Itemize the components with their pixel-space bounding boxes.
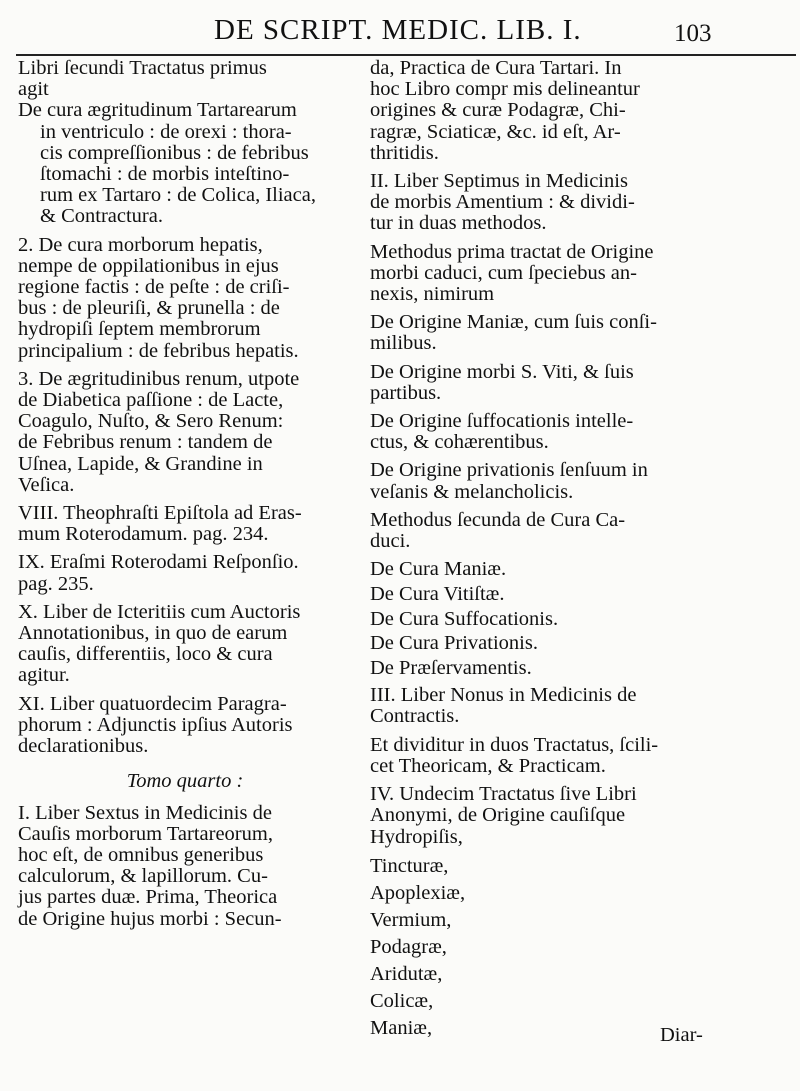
text-line: phorum : Adjunctis ipſius Autoris [18, 713, 293, 736]
list-item: De Cura Vitiſtæ. [370, 582, 505, 605]
list-item: De Præſervamentis. [370, 657, 532, 680]
text-line: De Origine Maniæ, cum ſuis conſi- [370, 311, 657, 334]
text-line: Annotationibus, in quo de earum [18, 622, 288, 645]
header-rule [16, 54, 796, 56]
text-line: pag. 235. [18, 572, 94, 595]
text-line: Uſnea, Lapide, & Grandine in [18, 452, 263, 475]
text-line: I. Liber Sextus in Medicinis de [18, 801, 272, 824]
entry-methodus-secunda [370, 510, 718, 552]
text-line: VIII. Theophraſti Epiſtola ad Eras- [18, 502, 302, 525]
text-line: X. Liber de Icteritiis cum Auctoris [18, 600, 301, 623]
text-line: de morbis Amentium : & dividi- [370, 191, 635, 214]
text-line: cis compreſſionibus : de febribus [40, 141, 309, 164]
entry-2 [18, 235, 352, 362]
text-line: III. Liber Nonus in Medicinis de [370, 684, 637, 707]
entry-3 [18, 369, 352, 496]
text-line: principalium : de febribus hepatis. [18, 339, 299, 362]
text-line: da, Practica de Cura Tartari. In [370, 57, 622, 79]
text-line: II. Liber Septimus in Medicinis [370, 170, 628, 193]
text-line: partibus. [370, 381, 442, 404]
text-line: Contractis. [370, 705, 460, 728]
text-line: morbi caduci, cum ſpeciebus an- [370, 261, 637, 284]
text-line: De cura ægritudinum Tartarearum [18, 99, 297, 122]
text-line: calculorum, & lapillorum. Cu- [18, 865, 268, 888]
text-line: nempe de oppilationibus in ejus [18, 254, 279, 277]
text-line: in ventriculo : de orexi : thora- [40, 120, 292, 143]
text-line: de Origine hujus morbi : Secun- [18, 907, 282, 930]
text-line: Coagulo, Nuſto, & Sero Renum: [18, 410, 284, 433]
text-line: ctus, & cohærentibus. [370, 431, 549, 454]
entry-i [18, 803, 352, 930]
entry-libri-secundi [18, 58, 352, 228]
text-line: Methodus ſecunda de Cura Ca- [370, 508, 626, 531]
entry-dividitur [370, 735, 718, 777]
entry-iv [370, 784, 718, 848]
text-line: regione factis : de peſte : de criſi- [18, 276, 290, 299]
text-line: thritidis. [370, 141, 439, 164]
text-line: Veſica. [18, 473, 75, 496]
text-line: bus : de pleuriſi, & prunella : de [18, 297, 280, 320]
list-item: Vermium, [370, 908, 452, 931]
text-line: Hydropiſis, [370, 825, 463, 848]
text-line: cet Theoricam, & Practicam. [370, 754, 606, 777]
entry-xi [18, 694, 352, 758]
text-line: hydropiſi ſeptem membrorum [18, 318, 261, 341]
text-line: De Origine morbi S. Viti, & ſuis [370, 360, 634, 383]
list-item: Apoplexiæ, [370, 881, 466, 904]
entry-ix [18, 552, 352, 594]
list-item: Tincturæ, [370, 854, 449, 877]
text-line: hoc Libro compr mis delineantur [370, 78, 640, 101]
text-line: jus partes duæ. Prima, Theorica [18, 886, 278, 909]
text-line: declarationibus. [18, 735, 149, 758]
entry-origine-privationis [370, 460, 718, 502]
text-line: nexis, nimirum [370, 283, 495, 306]
text-line: & Contractura. [40, 205, 163, 228]
text-line: IV. Undecim Tractatus ſive Libri [370, 783, 637, 806]
text-line: 2. De cura morborum hepatis, [18, 233, 263, 256]
list-item: De Cura Privationis. [370, 632, 538, 655]
right-column [370, 58, 718, 1044]
text-line: Methodus prima tractat de Origine [370, 240, 654, 263]
text-line: milibus. [370, 332, 437, 355]
text-line: IX. Eraſmi Roterodami Reſponſio. [18, 551, 299, 574]
text-line: veſanis & melancholicis. [370, 480, 574, 503]
page-header [0, 14, 800, 54]
entry-x [18, 602, 352, 687]
text-line: duci. [370, 530, 411, 553]
text-line: origines & curæ Podagræ, Chi- [370, 99, 626, 122]
text-line: Libri ſecundi Tractatus primus [18, 57, 267, 79]
entry-origine-viti [370, 362, 718, 404]
running-head: DE SCRIPT. MEDIC. LIB. I. [214, 14, 582, 46]
text-line: 3. De ægritudinibus renum, utpote [18, 367, 300, 390]
list-item: De Cura Suffocationis. [370, 607, 559, 630]
text-line: cauſis, differentiis, loco & cura [18, 643, 273, 666]
entry-viii [18, 503, 352, 545]
text-line: ſtomachi : de morbis inteſtino- [40, 163, 290, 186]
catchword: Diar- [660, 1024, 703, 1046]
text-line: Anonymi, de Origine cauſiſque [370, 804, 626, 827]
text-line: agit [18, 78, 49, 101]
text-line: tur in duas methodos. [370, 212, 547, 235]
entry-origine-suffocationis [370, 411, 718, 453]
list-item: Colicæ, [370, 989, 434, 1012]
text-line: de Febribus renum : tandem de [18, 431, 273, 454]
text-line: agitur. [18, 664, 70, 687]
text-line: ragræ, Sciaticæ, &c. id eſt, Ar- [370, 120, 621, 143]
text-line: rum ex Tartaro : de Colica, Iliaca, [40, 184, 316, 207]
left-column [18, 58, 352, 937]
entry-ii [370, 171, 718, 235]
list-item: Aridutæ, [370, 962, 443, 985]
text-line: Et dividitur in duos Tractatus, ſcili- [370, 733, 659, 756]
entry-origine-maniae [370, 312, 718, 354]
list-item: Maniæ, [370, 1016, 433, 1039]
list-item: Podagræ, [370, 935, 447, 958]
text-line: De Origine privationis ſenſuum in [370, 459, 648, 482]
text-line: mum Roterodamum. pag. 234. [18, 523, 269, 546]
list-item: De Cura Maniæ. [370, 558, 507, 581]
cura-list [370, 559, 718, 679]
page-number: 103 [674, 20, 712, 47]
text-line: De Origine ſuffocationis intelle- [370, 410, 634, 433]
entry-iii [370, 685, 718, 727]
text-line: de Diabetica paſſione : de Lacte, [18, 389, 284, 412]
text-line: Cauſis morborum Tartareorum, [18, 822, 273, 845]
tomo-heading: Tomo quarto : [126, 770, 244, 793]
entry-methodus-prima [370, 242, 718, 306]
text-line: hoc eſt, de omnibus generibus [18, 843, 264, 866]
entry-continuation [370, 58, 718, 164]
text-line: XI. Liber quatuordecim Paragra- [18, 692, 287, 715]
disease-list [370, 855, 718, 1041]
